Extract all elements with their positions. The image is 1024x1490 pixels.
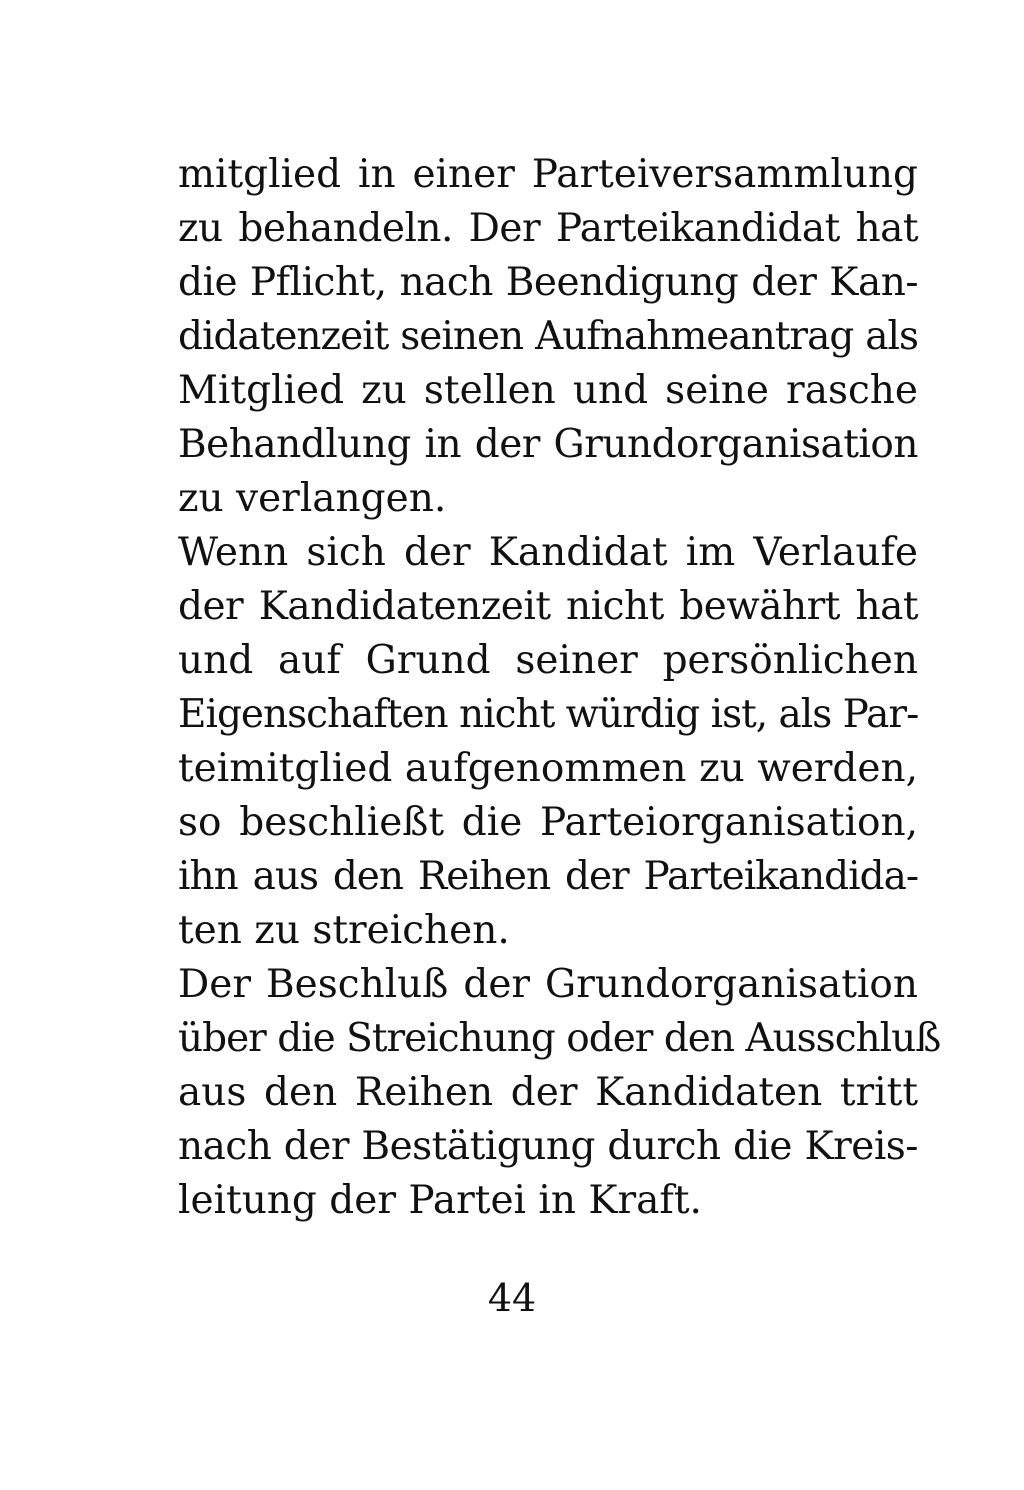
- text-line: ten zu streichen.: [178, 908, 510, 953]
- text-line: Mitglied zu stellen und seine rasche: [178, 368, 918, 413]
- page-number: 44: [487, 1276, 537, 1320]
- body-text: [178, 148, 941, 1228]
- text-line: die Pflicht, nach Beendigung der Kan-: [178, 260, 918, 305]
- text-line: so beschließt die Parteiorganisation,: [178, 800, 918, 845]
- text-line: nach der Bestätigung durch die Kreis-: [178, 1124, 918, 1169]
- text-line: Behandlung in der Grundorganisation: [178, 422, 918, 467]
- text-line: teimitglied aufgenommen zu werden,: [178, 746, 918, 791]
- text-line: zu behandeln. Der Parteikandidat hat: [178, 206, 918, 251]
- text-line: leitung der Partei in Kraft.: [178, 1178, 702, 1223]
- text-line: Wenn sich der Kandidat im Verlaufe: [178, 530, 918, 575]
- text-line: über die Streichung oder den Ausschluß: [178, 1016, 941, 1061]
- text-line: ihn aus den Reihen der Parteikandida-: [178, 854, 918, 899]
- text-line: mitglied in einer Parteiversammlung: [178, 152, 918, 197]
- text-line: der Kandidatenzeit nicht bewährt hat: [178, 584, 918, 629]
- text-line: Der Beschluß der Grundorganisation: [178, 962, 918, 1007]
- text-line: zu verlangen.: [178, 476, 447, 521]
- text-line: Eigenschaften nicht würdig ist, als Par-: [178, 692, 919, 737]
- text-line: aus den Reihen der Kandidaten tritt: [178, 1070, 918, 1115]
- text-line: und auf Grund seiner persönlichen: [178, 638, 918, 683]
- text-line: didatenzeit seinen Aufnahmeantrag als: [178, 314, 918, 359]
